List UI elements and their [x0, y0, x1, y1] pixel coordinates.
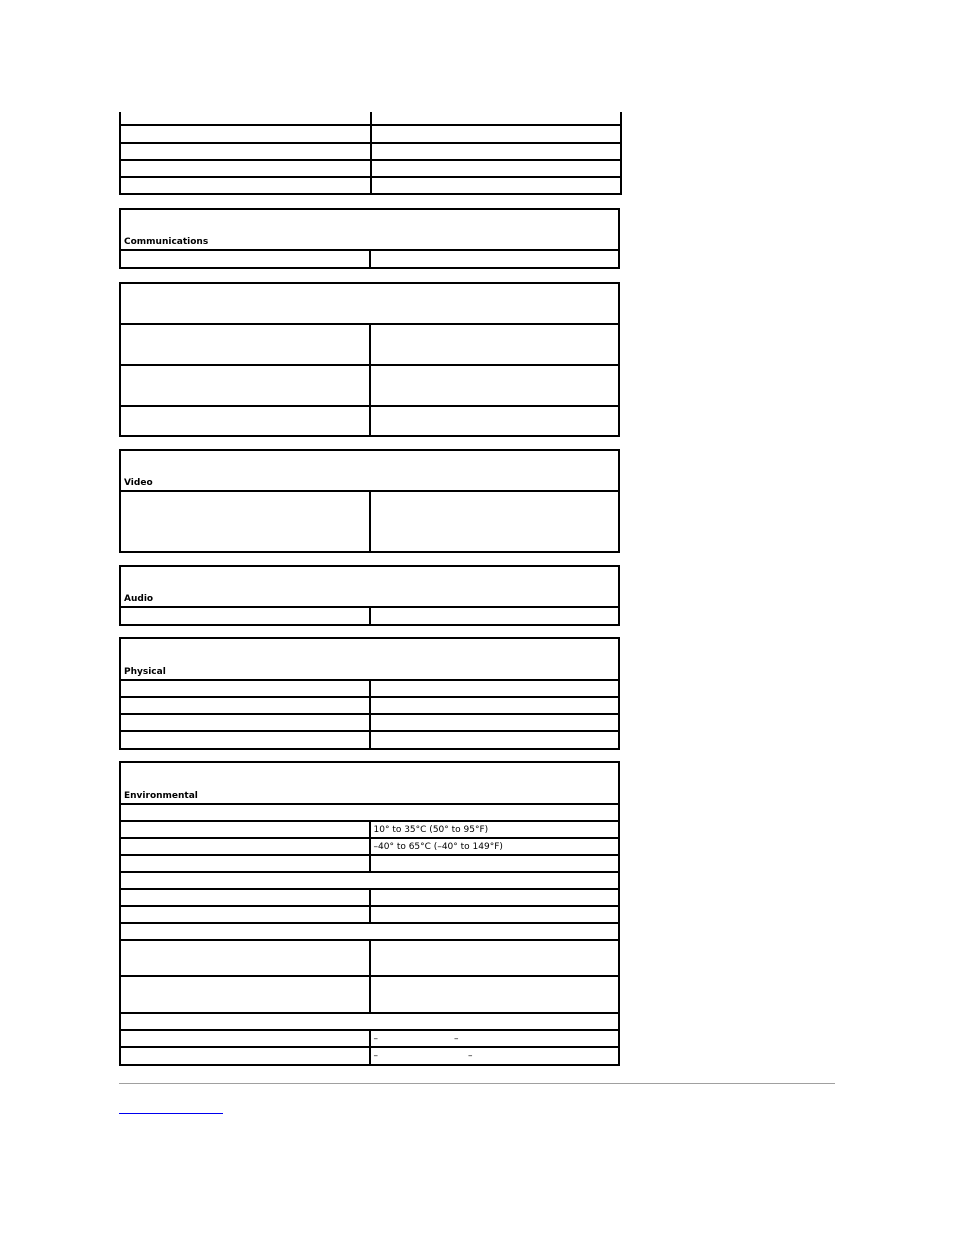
communications-heading: Communications [120, 209, 619, 250]
temperature-group-row [120, 804, 619, 821]
physical-table [119, 637, 620, 750]
altitude-operating-dash: – [373, 1033, 378, 1044]
physical-heading: Physical [120, 638, 619, 680]
altitude-storage-dash-2: – [468, 1051, 473, 1061]
altitude-storage-label [120, 1047, 370, 1065]
audio-table [119, 565, 620, 626]
communications-table [119, 208, 620, 269]
altitude-storage-dash: – [373, 1051, 378, 1061]
untitled-spec-table [119, 282, 620, 437]
environmental-heading: Environmental [120, 762, 619, 804]
altitude-operating-label [120, 1030, 370, 1047]
back-to-contents-link[interactable] [119, 1101, 223, 1114]
untitled-heading [120, 283, 619, 324]
continued-spec-table [119, 112, 622, 195]
video-table [119, 449, 620, 553]
humidity-group-row [120, 872, 619, 889]
altitude-storage-value [370, 1047, 620, 1065]
altitude-operating-dash-2: – [454, 1033, 459, 1044]
video-heading: Video [120, 450, 619, 491]
operating-temp-label [120, 821, 370, 838]
environmental-table [119, 761, 620, 1066]
storage-temp-label [120, 838, 370, 855]
vibration-group-row [120, 923, 619, 940]
storage-temp-value: –40° to 65°C (–40° to 149°F) [370, 838, 620, 855]
page-divider [119, 1083, 835, 1084]
operating-temp-value: 10° to 35°C (50° to 95°F) [370, 821, 620, 838]
audio-heading: Audio [120, 566, 619, 607]
altitude-operating-value [370, 1030, 620, 1047]
altitude-group-row [120, 1013, 619, 1030]
